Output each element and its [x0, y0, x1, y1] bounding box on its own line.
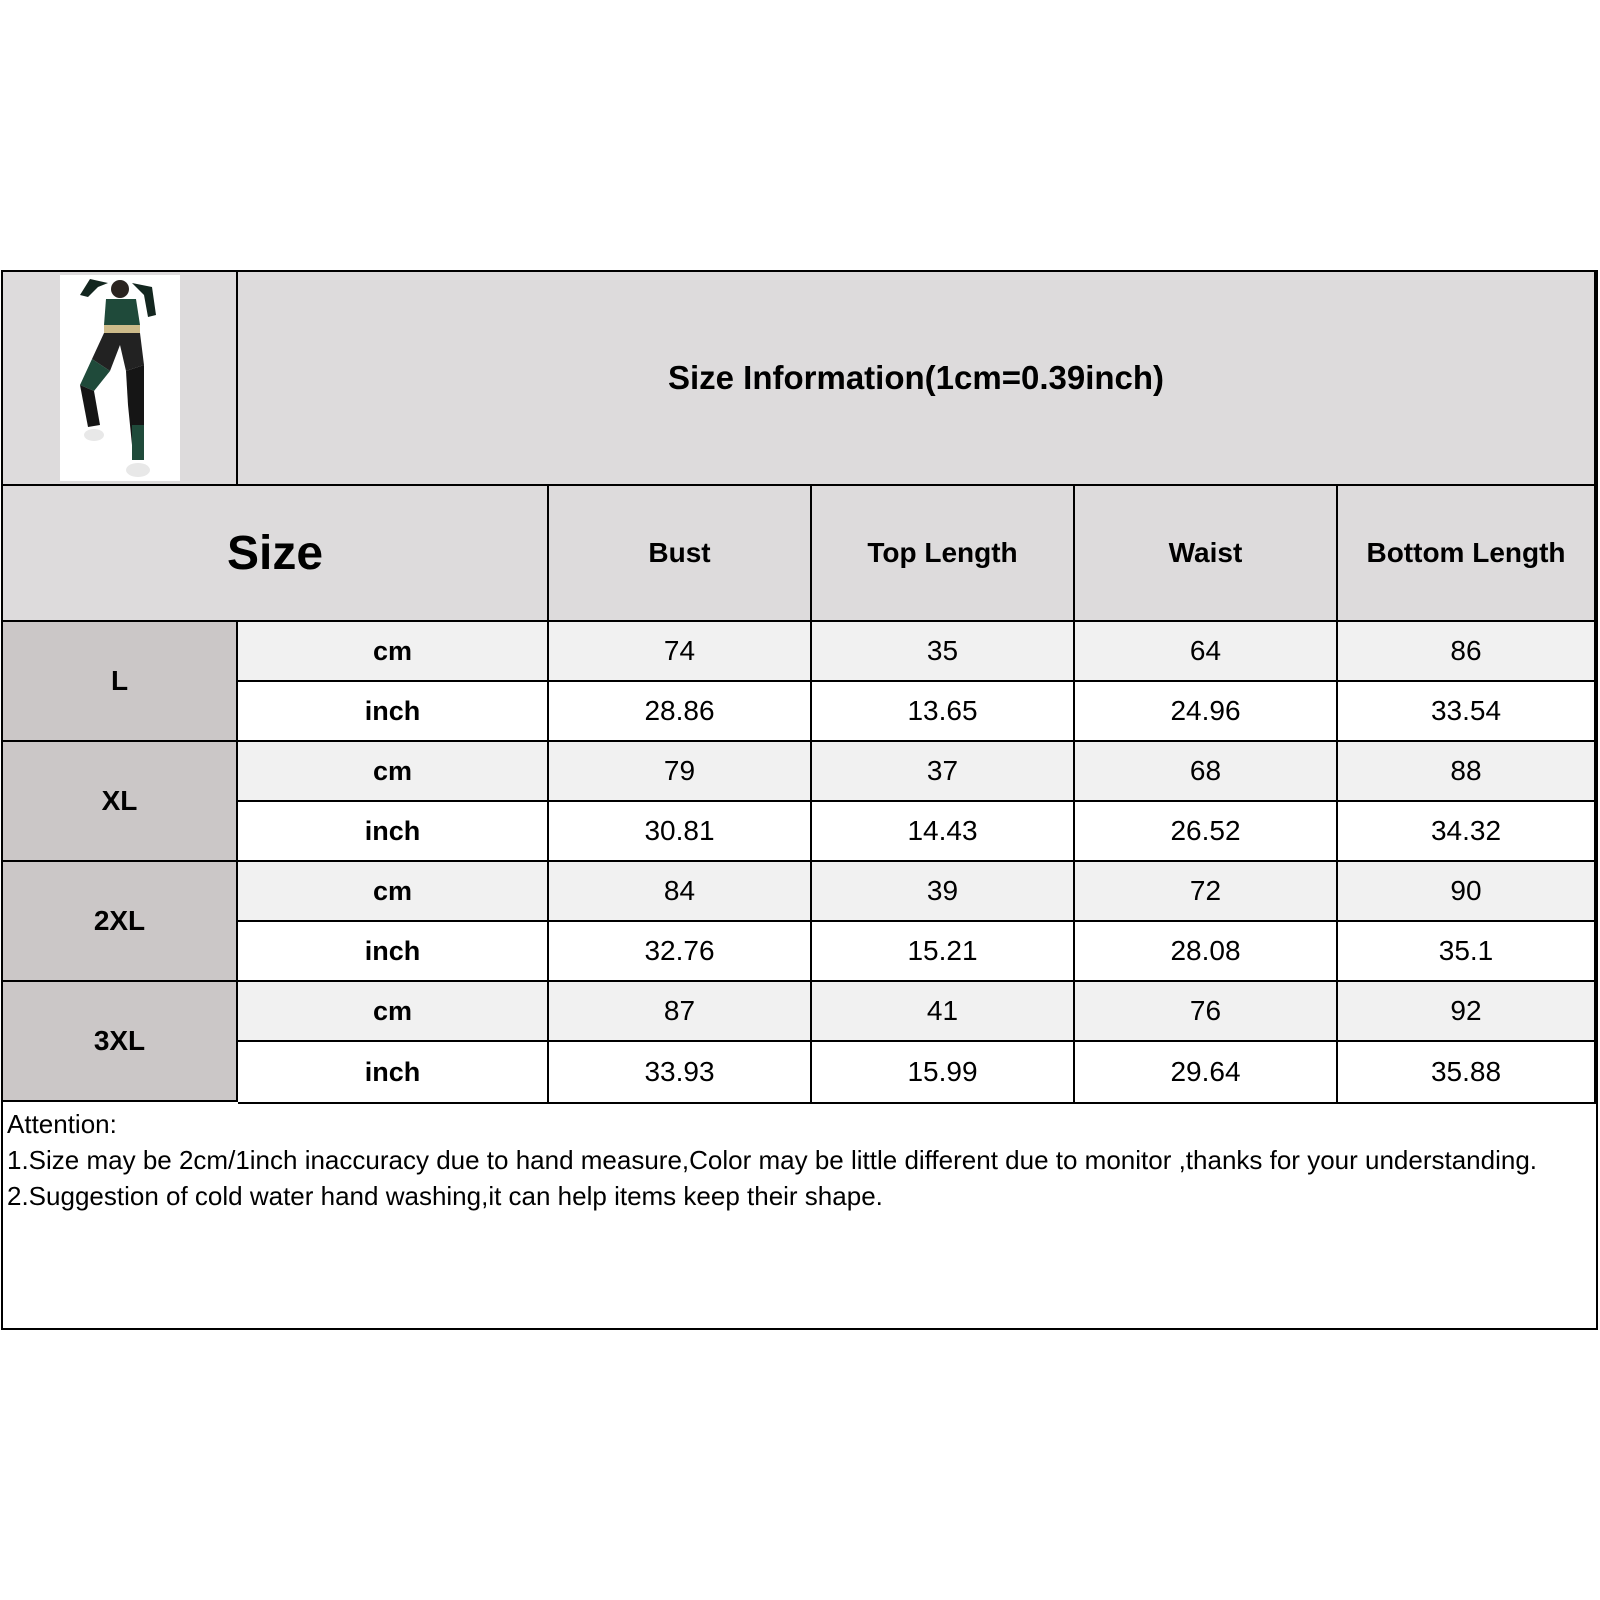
product-photo — [60, 275, 180, 481]
size-label-l: L — [3, 622, 238, 742]
attention-notes — [3, 1104, 1596, 1328]
size-label-2xl: 2XL — [3, 862, 238, 982]
table-cell: 86 — [1338, 622, 1596, 682]
table-cell: 15.99 — [812, 1042, 1075, 1104]
unit-label: cm — [238, 862, 549, 922]
size-chart — [1, 270, 1598, 1330]
table-cell: 35.1 — [1338, 922, 1596, 982]
unit-label: cm — [238, 742, 549, 802]
table-cell: 88 — [1338, 742, 1596, 802]
table-cell: 28.86 — [549, 682, 812, 742]
table-cell: 72 — [1075, 862, 1338, 922]
table-cell: 64 — [1075, 622, 1338, 682]
table-cell: 24.96 — [1075, 682, 1338, 742]
table-cell: 37 — [812, 742, 1075, 802]
unit-label: cm — [238, 982, 549, 1042]
table-cell: 68 — [1075, 742, 1338, 802]
table-cell: 90 — [1338, 862, 1596, 922]
table-cell: 32.76 — [549, 922, 812, 982]
table-cell: 26.52 — [1075, 802, 1338, 862]
size-label-xl: XL — [3, 742, 238, 862]
size-column-header: Size — [3, 486, 549, 622]
table-cell: 79 — [549, 742, 812, 802]
table-cell: 92 — [1338, 982, 1596, 1042]
table-cell: 28.08 — [1075, 922, 1338, 982]
table-cell: 14.43 — [812, 802, 1075, 862]
column-header-top-length: Top Length — [812, 486, 1075, 622]
product-photo-cell — [3, 272, 238, 486]
table-cell: 33.93 — [549, 1042, 812, 1104]
table-cell: 76 — [1075, 982, 1338, 1042]
table-cell: 41 — [812, 982, 1075, 1042]
table-cell: 84 — [549, 862, 812, 922]
unit-label: inch — [238, 682, 549, 742]
unit-label: inch — [238, 922, 549, 982]
column-header-waist: Waist — [1075, 486, 1338, 622]
table-cell: 30.81 — [549, 802, 812, 862]
table-cell: 13.65 — [812, 682, 1075, 742]
note-line-2: 2.Suggestion of cold water hand washing,it can help items keep their shape. — [7, 1181, 883, 1211]
note-line-1: 1.Size may be 2cm/1inch inaccuracy due to hand measure,Color may be little different due to monitor ,thanks for your understanding. — [7, 1145, 1538, 1175]
table-cell: 15.21 — [812, 922, 1075, 982]
unit-label: cm — [238, 622, 549, 682]
table-cell: 29.64 — [1075, 1042, 1338, 1104]
table-cell: 35 — [812, 622, 1075, 682]
table-cell: 33.54 — [1338, 682, 1596, 742]
size-label-3xl: 3XL — [3, 982, 238, 1102]
table-cell: 34.32 — [1338, 802, 1596, 862]
column-header-bottom-length: Bottom Length — [1338, 486, 1596, 622]
table-cell: 87 — [549, 982, 812, 1042]
unit-label: inch — [238, 1042, 549, 1104]
notes-heading: Attention: — [7, 1109, 117, 1139]
page-title: Size Information(1cm=0.39inch) — [238, 272, 1596, 486]
column-header-bust: Bust — [549, 486, 812, 622]
table-cell: 35.88 — [1338, 1042, 1596, 1104]
table-cell: 74 — [549, 622, 812, 682]
table-cell: 39 — [812, 862, 1075, 922]
unit-label: inch — [238, 802, 549, 862]
